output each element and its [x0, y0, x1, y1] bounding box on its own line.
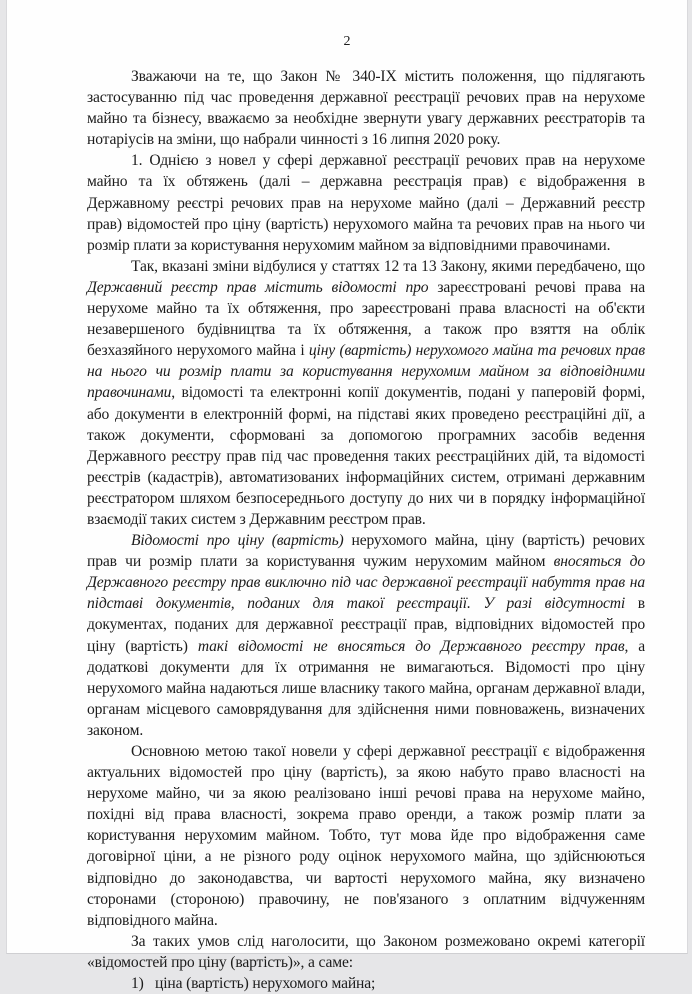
paragraph-categories: За таких умов слід наголосити, що Законом розмежовано окремі категорії «відомостей про ціну (вартість)», а саме: [87, 932, 645, 971]
document-body [87, 66, 645, 994]
paragraph-intro: Зважаючи на те, що Закон № 340-IX містить положення, що підлягають застосуванню під час проведення державної реєстрації речових прав на нерухоме майно та бізнесу, вважаємо за необхідне звернути увагу державних реєстраторів та нотаріусів на зміни, що набрали чинності з 16 липня 2020 року. [87, 68, 645, 149]
page-number: 2 [343, 34, 351, 49]
list-item [87, 973, 645, 994]
document-page [6, 0, 688, 993]
paragraph-articles-12-13: Так, вказані зміни відбулися у статтях 12 та 13 Закону, якими передбачено, що Державний реєстр прав містить відомості про зареєстровані речові права на нерухоме майно та їх обтяження, про зареєстровані права власності на об'єкти незавершеного будівництва та їх обтяження, а також про взяття на облік безхазяйного нерухомого майна і ціну (вартість) нерухомого майна та речових прав на нього чи розмір плати за користування нерухомим майном за відповідними правочинами, відомості та електронні копії документів, подані у паперовій формі, або документи в електронній формі, на підставі яких проведено реєстраційні дії, а також документи, сформовані за допомогою програмних засобів ведення Державного реєстру прав під час проведення таких реєстраційних дій, та відомості реєстрів (кадастрів), автоматизованих інформаційних систем, отримані державним реєстратором шляхом безпосереднього доступу до них чи в порядку інформаційної взаємодії таких систем з Державним реєстром прав. [87, 257, 645, 528]
list-item-text: ціна (вартість) нерухомого майна; [155, 975, 376, 993]
paragraph-main-goal: Основною метою такої новели у сфері державної реєстрації є відображення актуальних відомостей про ціну (вартість), за якою набуто право власності на нерухоме майно, чи за якою реалізовано інші речові права на нерухоме майно, похідні від права власності, зокрема право оренди, а також розмір плати за користування нерухомим майном. Тобто, тут мова йде про відображення саме договірної ціни, а не різного роду оцінок нерухомого майна, що здійснюються відповідно до законодавства, чи вартості нерухомого майна, яку визначено сторонами (стороною) правочину, не пов'язаного з оплатним відчуженням відповідного майна. [87, 743, 645, 929]
paragraph-price-info: Відомості про ціну (вартість) нерухомого майна, ціну (вартість) речових прав чи розмір плати за користування чужим нерухомим майном вносяться до Державного реєстру прав виключно під час державної реєстрації набуття прав на підставі документів, поданих для такої реєстрації. У разі відсутності в документах, поданих для державної реєстрації прав, відповідних відомостей про ціну (вартість) такі відомості не вносяться до Державного реєстру прав, а додаткові документи для їх отримання не вимагаються. Відомості про ціну нерухомого майна надаються лише власнику такого майна, органам державної влади, органам місцевого самоврядування для здійснення ними повноважень, визначених законом. [87, 532, 646, 739]
list-item-number: 1) [131, 975, 144, 993]
paragraph-novelty-1: 1. Однією з новел у сфері державної реєстрації речових прав на нерухоме майно та їх обтяжень (далі – державна реєстрація прав) є відображення в Державному реєстрі речових прав на нерухоме майно (далі – Державний реєстр прав) відомостей про ціну (вартість) нерухомого майна та речових прав на нього чи розмір плати за користування нерухомим майном за відповідними правочинами. [87, 152, 645, 254]
